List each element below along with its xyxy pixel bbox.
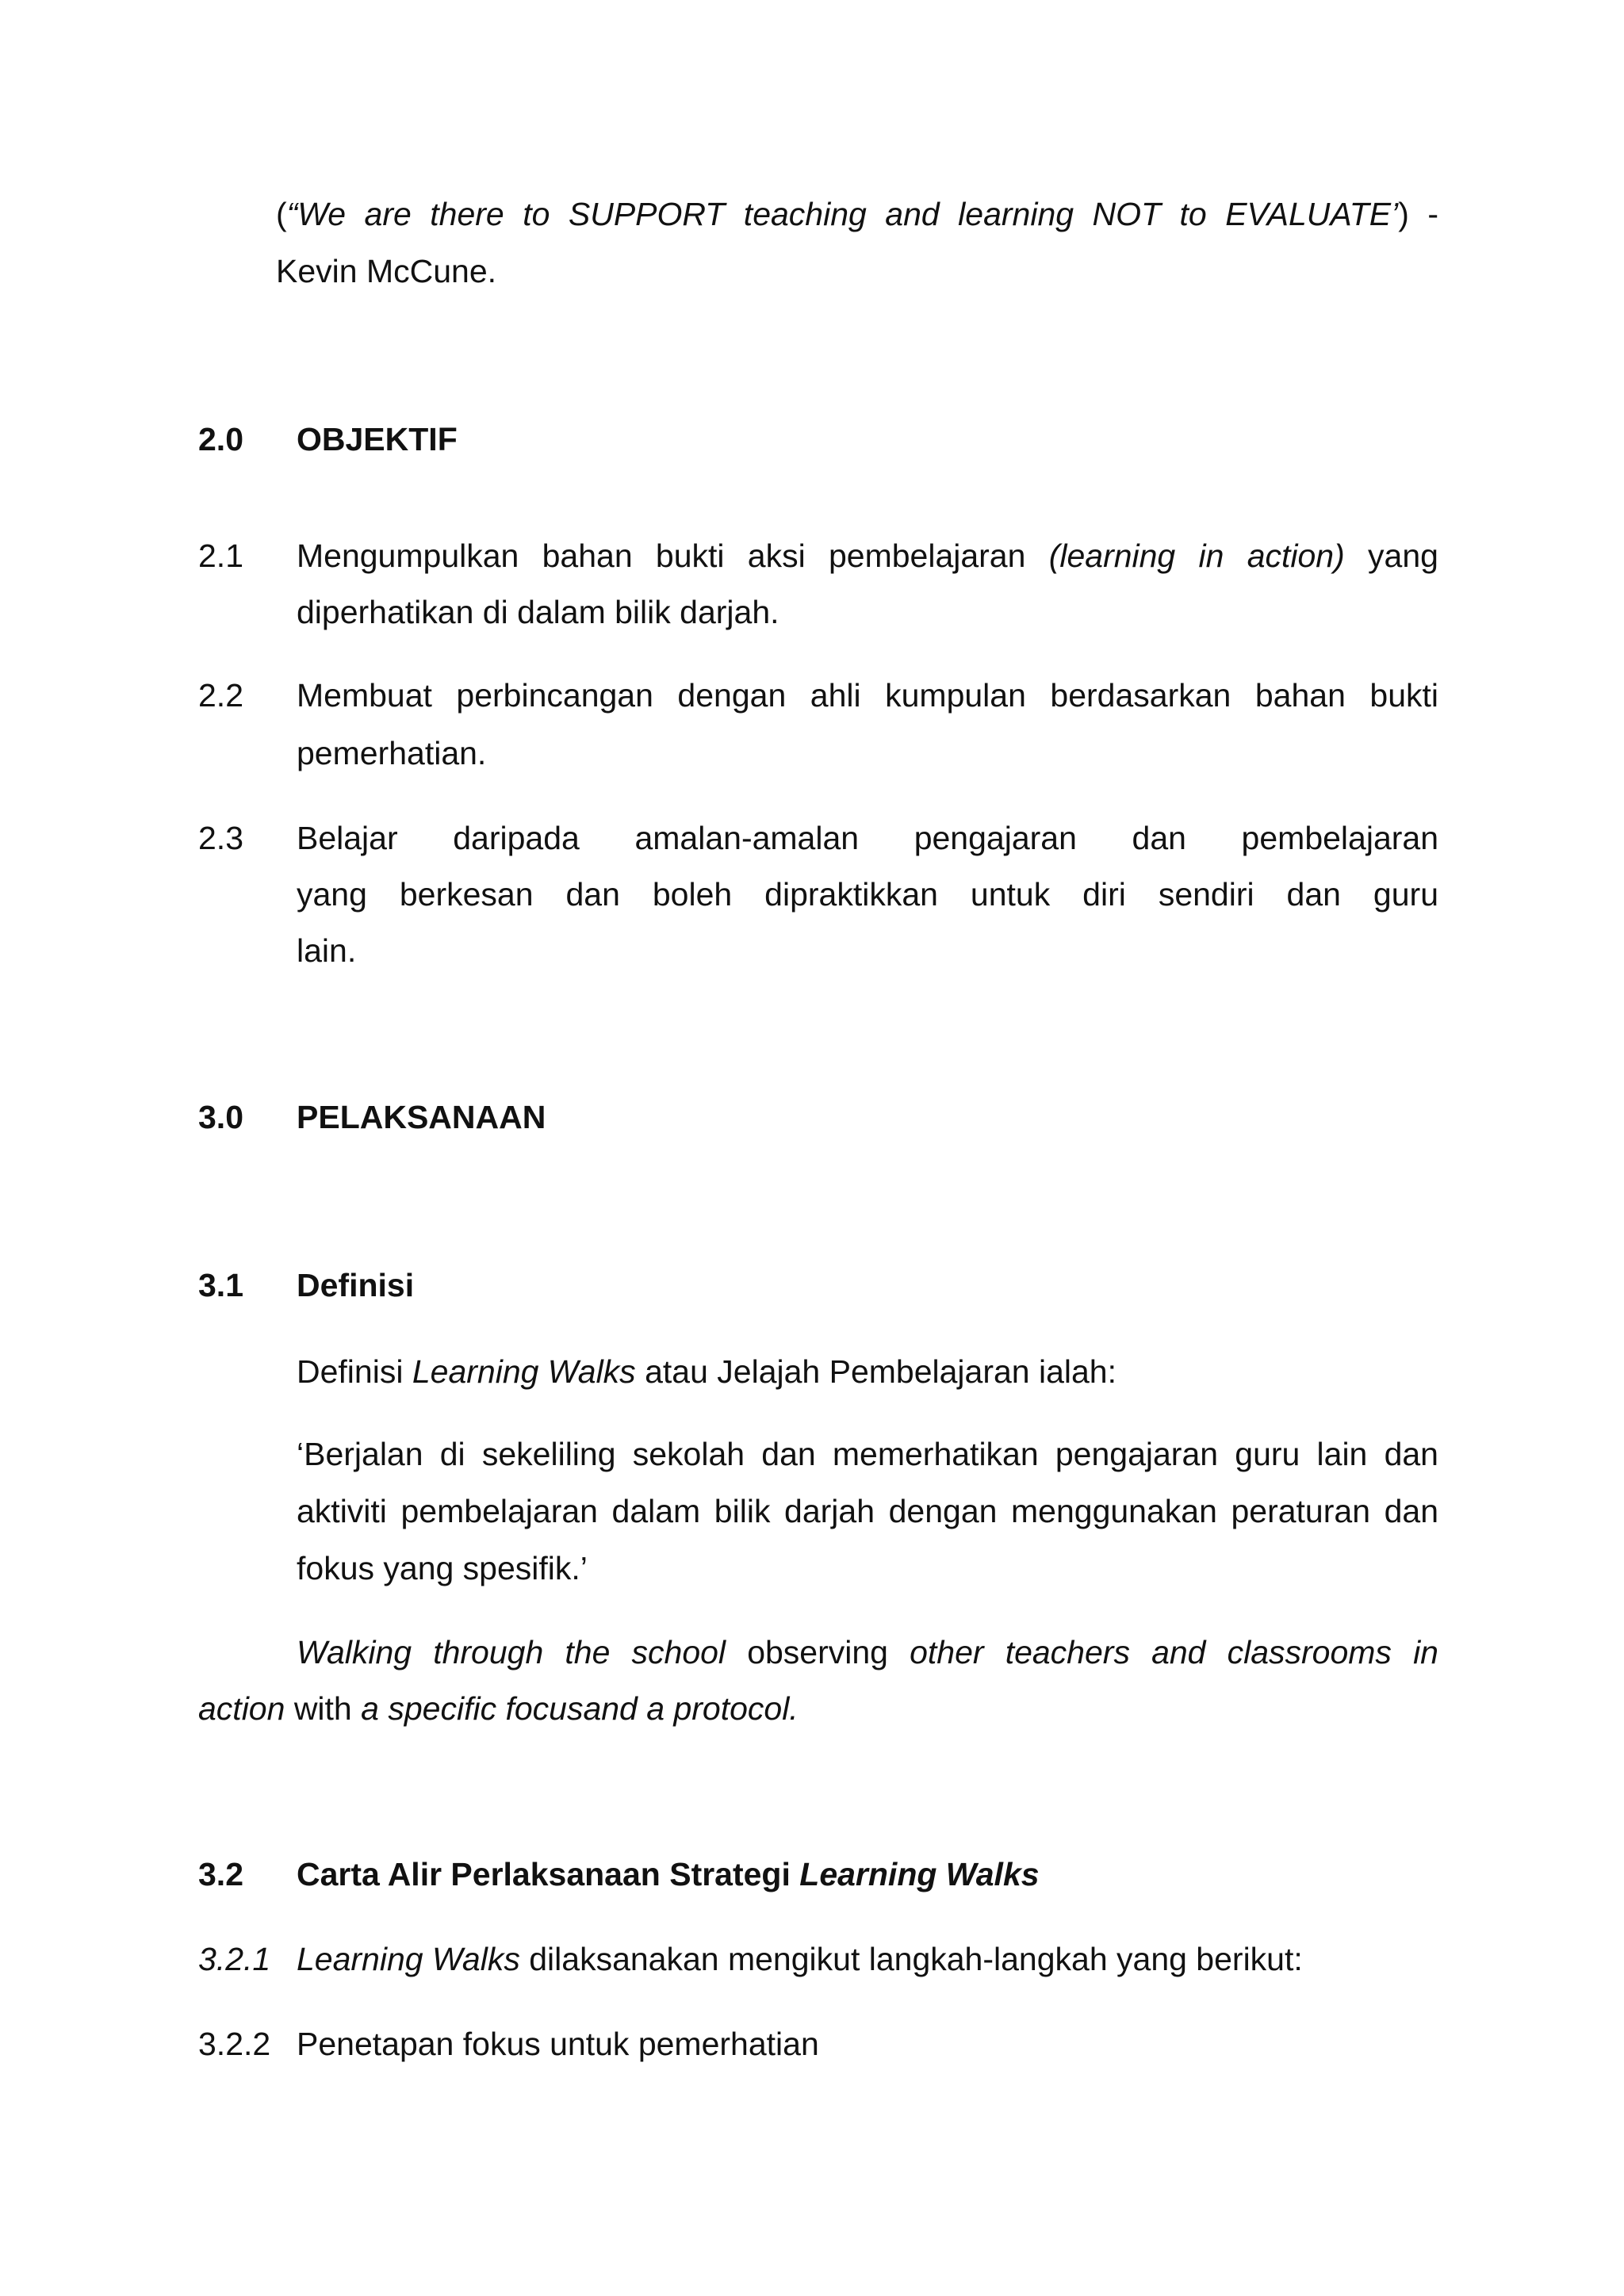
english-line2-italic-a: action [198, 1690, 285, 1727]
item-3-2-1-text [297, 1940, 1303, 1979]
section-2-number: 2.0 [198, 421, 243, 457]
quote-line-1 [276, 195, 1438, 234]
item-2-2-line-1: Membuat perbincangan dengan ahli kumpulan berdasarkan bahan bukti [297, 677, 1438, 714]
definition-quote-line-3: fokus yang spesifik.’ [297, 1550, 588, 1586]
item-2-3-line-1: Belajar daripada amalan-amalan pengajaran dan pembelajaran [297, 820, 1438, 856]
sub-3-2-title-italic: Learning Walks [799, 1856, 1040, 1892]
item-2-1-text-a: Mengumpulkan bahan bukti aksi pembelajaran [297, 538, 1026, 574]
section-2-title: OBJEKTIF [297, 421, 458, 457]
sub-3-2-title-a: Carta Alir Perlaksanaan Strategi [297, 1856, 791, 1892]
english-italic-b: other teachers and classrooms in [910, 1634, 1438, 1670]
item-3-2-2-number: 3.2.2 [198, 2026, 271, 2062]
sub-3-2-title [297, 1855, 1040, 1894]
item-2-1-number: 2.1 [198, 538, 243, 574]
item-2-1-line-1 [297, 537, 1438, 576]
item-2-3-line-3: lain. [297, 932, 357, 969]
item-2-1-line-2: diperhatikan di dalam bilik darjah. [297, 594, 779, 630]
item-3-2-1-body: dilaksanakan mengikut langkah-langkah yang berikut: [529, 1941, 1303, 1977]
english-line2-normal: with [293, 1690, 352, 1727]
item-2-1-italic: (learning in action) [1048, 538, 1345, 574]
quote-open-paren: ( [276, 196, 287, 232]
definition-quote-line-1: ‘Berjalan di sekeliling sekolah dan memerhatikan pengajaran guru lain dan [297, 1436, 1438, 1472]
definition-intro-b: atau Jelajah Pembelajaran ialah: [645, 1353, 1116, 1390]
english-italic-a: Walking through the school [297, 1634, 726, 1670]
quote-italic-text: “We are there to SUPPORT teaching and learning NOT to EVALUATE’ [286, 196, 1399, 232]
definition-english-line-2 [198, 1689, 799, 1728]
item-2-1-text-b: yang [1368, 538, 1438, 574]
english-normal: observing [747, 1634, 888, 1670]
section-3-number: 3.0 [198, 1099, 243, 1135]
quote-author: Kevin McCune. [276, 253, 497, 289]
definition-english-line-1 [297, 1633, 1438, 1672]
section-3-title: PELAKSANAAN [297, 1099, 546, 1135]
sub-3-1-number: 3.1 [198, 1267, 243, 1303]
definition-intro-italic: Learning Walks [412, 1353, 636, 1390]
item-2-3-line-2: yang berkesan dan boleh dipraktikkan untuk diri sendiri dan guru [297, 876, 1438, 913]
quote-close-paren: ) - [1398, 196, 1439, 232]
item-2-3-number: 2.3 [198, 820, 243, 856]
sub-3-1-title: Definisi [297, 1267, 415, 1303]
item-3-2-1-italic: Learning Walks [297, 1941, 520, 1977]
sub-3-2-number: 3.2 [198, 1856, 243, 1892]
definition-intro [297, 1353, 1116, 1391]
definition-quote-line-2: aktiviti pembelajaran dalam bilik darjah dengan menggunakan peraturan dan [297, 1493, 1438, 1529]
item-3-2-1-number: 3.2.1 [198, 1941, 271, 1977]
item-2-2-line-2: pemerhatian. [297, 735, 487, 771]
definition-intro-a: Definisi [297, 1353, 404, 1390]
item-2-2-number: 2.2 [198, 677, 243, 714]
item-3-2-2-text: Penetapan fokus untuk pemerhatian [297, 2026, 819, 2062]
english-line2-italic-b: a specific focusand a protocol. [361, 1690, 799, 1727]
